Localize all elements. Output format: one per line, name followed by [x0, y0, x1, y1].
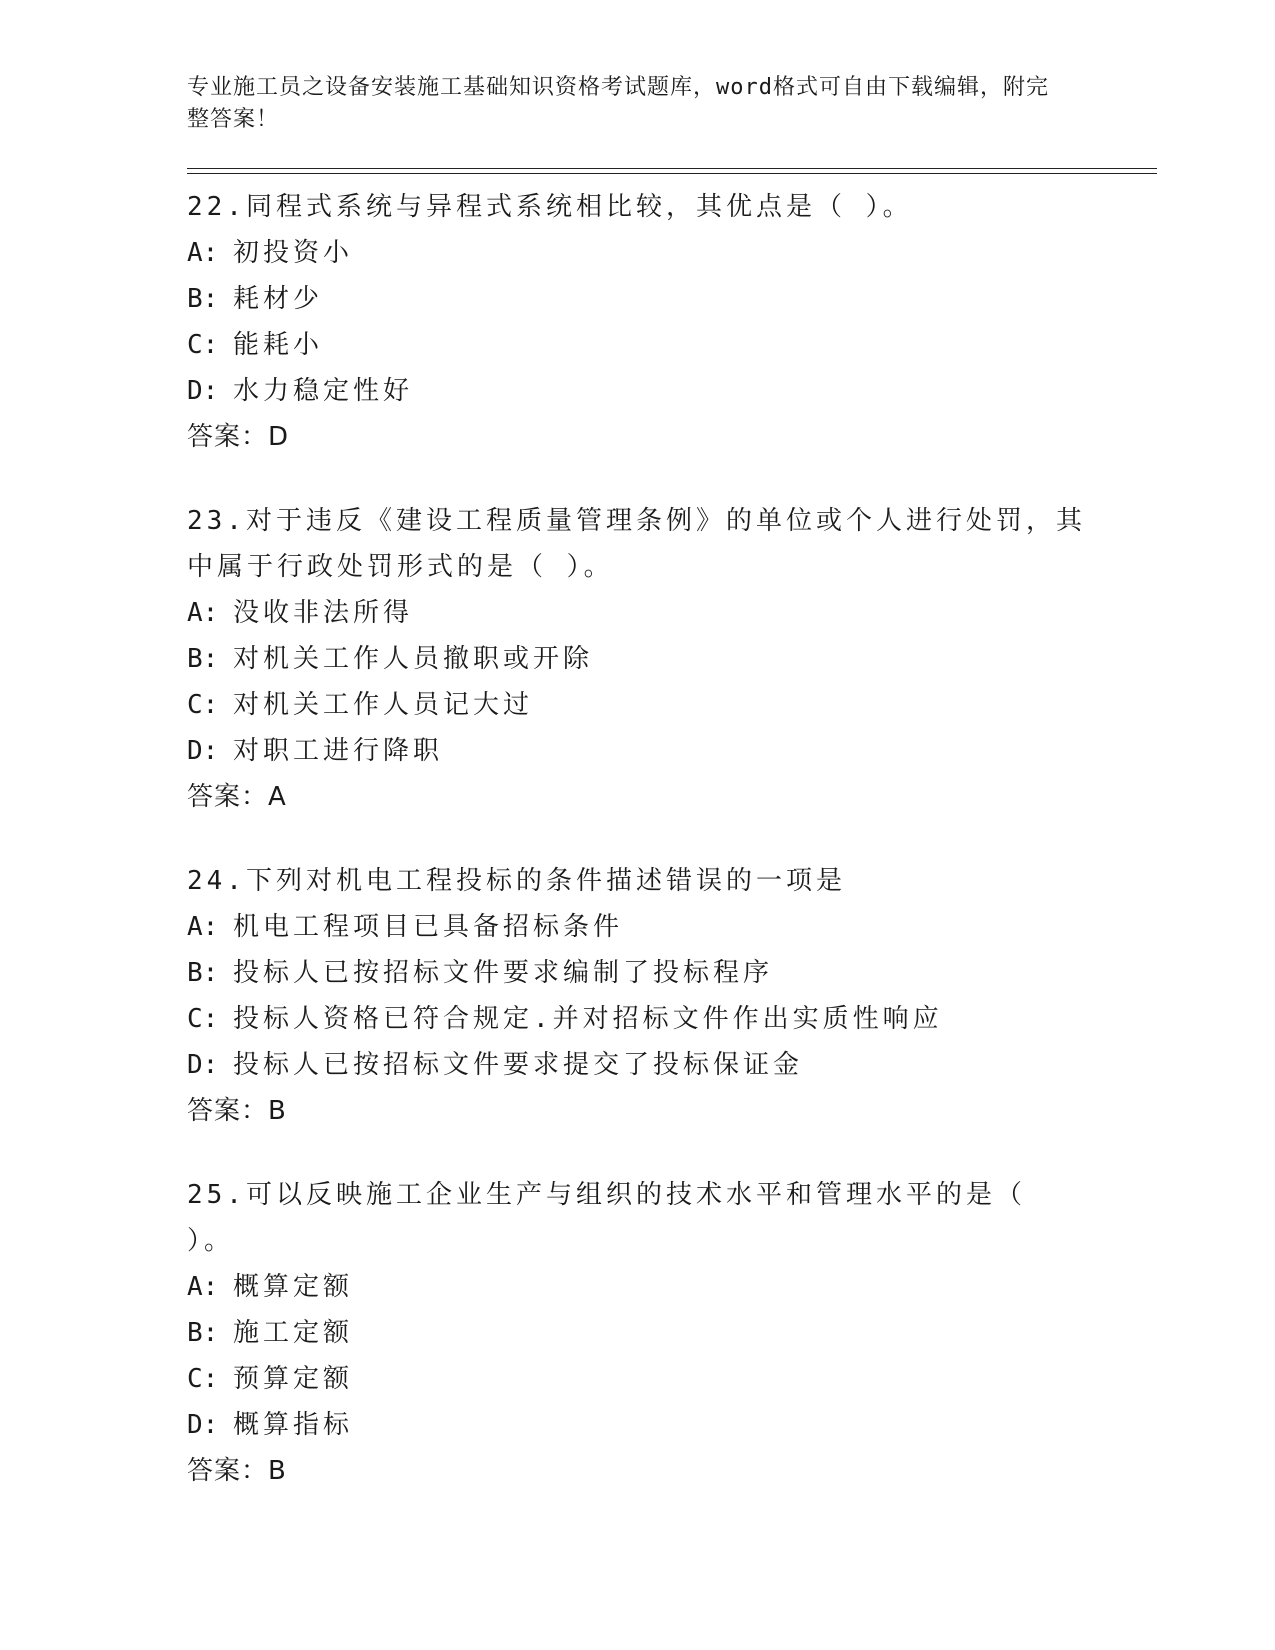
question-24: [187, 858, 1157, 1134]
option-letter: A:: [187, 598, 219, 628]
question-stem: 23.对于违反《建设工程质量管理条例》的单位或个人进行处罚，其中属于行政处罚形式的是（ ）。: [187, 506, 1086, 582]
option-text: 初投资小: [233, 238, 354, 268]
option-letter: D:: [187, 736, 219, 766]
answer-line: 答案：B: [187, 1456, 287, 1486]
option-a: [187, 230, 1157, 276]
option-a: [187, 904, 1157, 950]
option-letter: C:: [187, 330, 219, 360]
option-a: [187, 590, 1157, 636]
option-letter: C:: [187, 690, 219, 720]
option-text: 投标人资格已符合规定.并对招标文件作出实质性响应: [233, 1004, 943, 1034]
answer-line: 答案：A: [187, 782, 287, 812]
option-letter: A:: [187, 912, 219, 942]
option-text: 投标人已按招标文件要求提交了投标保证金: [233, 1050, 804, 1080]
option-letter: C:: [187, 1004, 219, 1034]
option-text: 概算定额: [233, 1272, 354, 1302]
option-d: [187, 728, 1157, 774]
question-stem: 24.下列对机电工程投标的条件描述错误的一项是: [187, 866, 846, 896]
option-c: [187, 322, 1157, 368]
option-b: [187, 636, 1157, 682]
question-list: [187, 184, 1157, 1494]
option-text: 能耗小: [233, 330, 324, 360]
option-text: 概算指标: [233, 1410, 354, 1440]
question-23: [187, 498, 1157, 820]
option-letter: C:: [187, 1364, 219, 1394]
option-d: [187, 1402, 1157, 1448]
option-letter: D:: [187, 1410, 219, 1440]
question-stem: 22.同程式系统与异程式系统相比较，其优点是（ ）。: [187, 192, 913, 222]
option-text: 投标人已按招标文件要求编制了投标程序: [233, 958, 774, 988]
question-22: [187, 184, 1157, 460]
option-text: 对机关工作人员记大过: [233, 690, 534, 720]
option-c: [187, 1356, 1157, 1402]
option-text: 机电工程项目已具备招标条件: [233, 912, 624, 942]
question-25: [187, 1172, 1157, 1494]
option-text: 预算定额: [233, 1364, 354, 1394]
option-c: [187, 682, 1157, 728]
document-page: [187, 72, 1157, 1532]
option-d: [187, 1042, 1157, 1088]
option-b: [187, 950, 1157, 996]
answer-line: 答案：B: [187, 1096, 287, 1126]
option-text: 施工定额: [233, 1318, 354, 1348]
answer-line: 答案：D: [187, 422, 290, 452]
option-text: 水力稳定性好: [233, 376, 414, 406]
question-stem: 25.可以反映施工企业生产与组织的技术水平和管理水平的是（ ）。: [187, 1180, 1026, 1256]
option-letter: B:: [187, 1318, 219, 1348]
document-header: 专业施工员之设备安装施工基础知识资格考试题库，word格式可自由下载编辑，附完整答案！: [187, 75, 1049, 132]
option-c: [187, 996, 1157, 1042]
option-text: 对职工进行降职: [233, 736, 444, 766]
option-d: [187, 368, 1157, 414]
option-letter: A:: [187, 1272, 219, 1302]
option-text: 没收非法所得: [233, 598, 414, 628]
option-a: [187, 1264, 1157, 1310]
option-text: 耗材少: [233, 284, 324, 314]
option-letter: D:: [187, 376, 219, 406]
option-b: [187, 276, 1157, 322]
option-letter: B:: [187, 284, 219, 314]
option-letter: B:: [187, 644, 219, 674]
option-letter: A:: [187, 238, 219, 268]
option-text: 对机关工作人员撤职或开除: [233, 644, 594, 674]
header-divider: [187, 168, 1157, 174]
option-b: [187, 1310, 1157, 1356]
option-letter: B:: [187, 958, 219, 988]
option-letter: D:: [187, 1050, 219, 1080]
